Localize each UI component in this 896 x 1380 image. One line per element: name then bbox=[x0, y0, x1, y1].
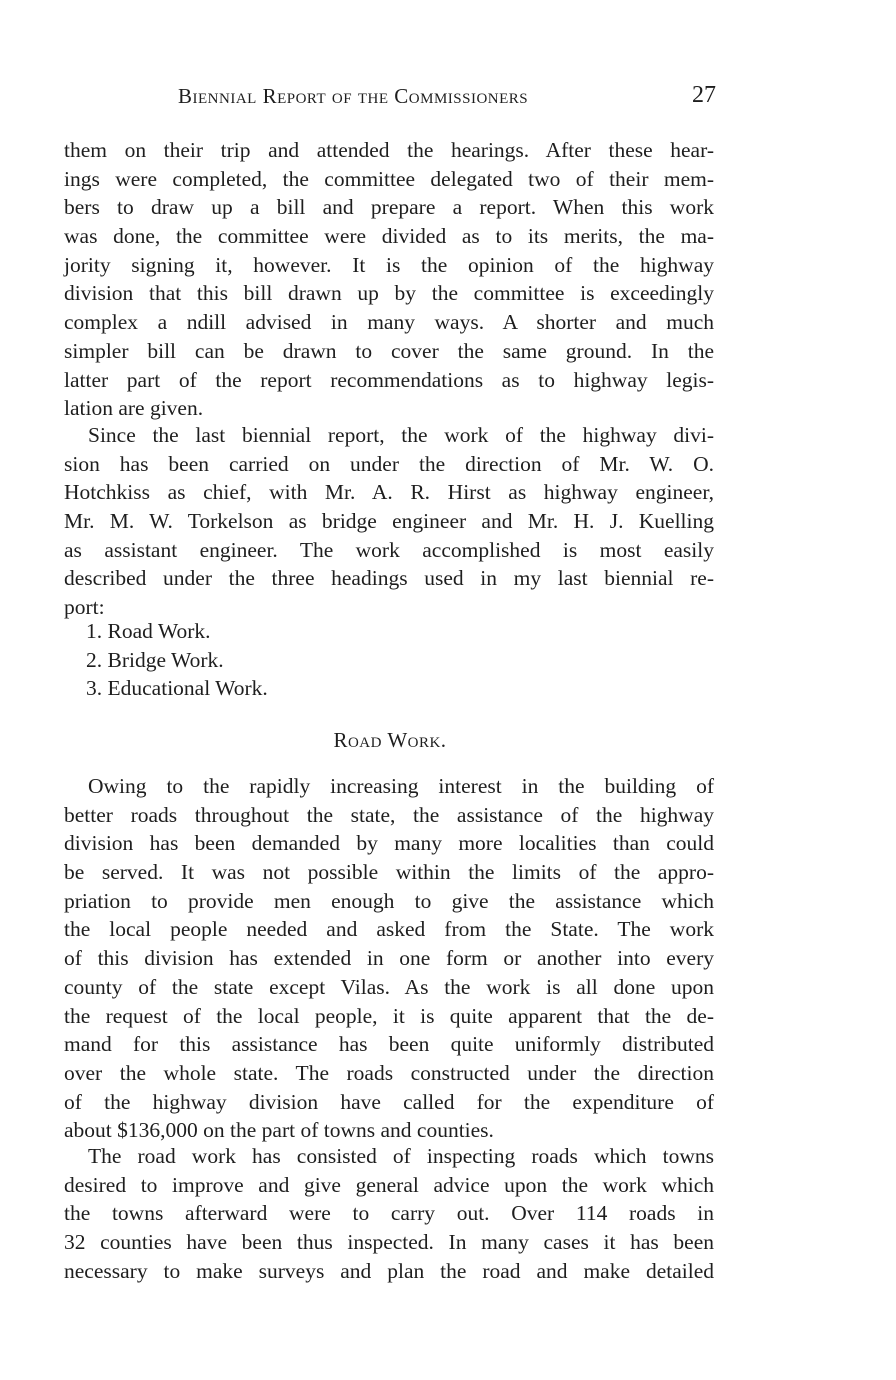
list-item: 3. Educational Work. bbox=[86, 676, 268, 701]
text-line: the towns afterward were to carry out. Over 114 roads in bbox=[64, 1201, 714, 1226]
text-line: was done, the committee were divided as to its merits, the ma- bbox=[64, 224, 714, 249]
text-line: lation are given. bbox=[64, 396, 204, 421]
text-line: necessary to make surveys and plan the road and make detailed bbox=[64, 1258, 714, 1283]
list-item: 2. Bridge Work. bbox=[86, 647, 224, 672]
text-line: county of the state except Vilas. As the work is all done upon bbox=[64, 974, 714, 999]
text-line: Owing to the rapidly increasing interest in the building of bbox=[88, 774, 714, 798]
text-line: latter part of the report recommendations as to highway legis- bbox=[64, 367, 714, 392]
list-item: 1. Road Work. bbox=[86, 619, 211, 643]
paragraph-road-work bbox=[64, 772, 714, 1145]
text-line: the local people needed and asked from the State. The work bbox=[64, 917, 714, 942]
text-line: The road work has consisted of inspecting roads which towns bbox=[88, 1144, 714, 1168]
paragraph-continued bbox=[64, 136, 714, 423]
text-line: port: bbox=[64, 595, 105, 620]
text-line: complex a ndill advised in many ways. A shorter and much bbox=[64, 310, 714, 335]
text-line: Hotchkiss as chief, with Mr. A. R. Hirst as highway engineer, bbox=[64, 480, 714, 505]
paragraph-staff bbox=[64, 421, 714, 622]
text-line: the request of the local people, it is quite apparent that the de- bbox=[64, 1003, 714, 1028]
text-line: division that this bill drawn up by the committee is exceedingly bbox=[64, 281, 714, 306]
text-line: mand for this assistance has been quite uniformly distributed bbox=[64, 1032, 714, 1057]
headings-list bbox=[64, 617, 714, 703]
text-line: Mr. M. W. Torkelson as bridge engineer and Mr. H. J. Kuelling bbox=[64, 509, 714, 534]
page-number: 27 bbox=[692, 82, 716, 108]
text-line: about $136,000 on the part of towns and counties. bbox=[64, 1118, 494, 1143]
section-heading: Road Work. bbox=[333, 728, 447, 752]
text-line: division has been demanded by many more localities than could bbox=[64, 831, 714, 856]
text-line: bers to draw up a bill and prepare a report. When this work bbox=[64, 195, 714, 220]
text-line: of the highway division have called for the expenditure of bbox=[64, 1089, 714, 1114]
text-line: Since the last biennial report, the work of the highway divi- bbox=[88, 423, 714, 447]
running-header bbox=[60, 82, 720, 112]
text-line: over the whole state. The roads constructed under the direction bbox=[64, 1060, 714, 1085]
text-line: simpler bill can be drawn to cover the same ground. In the bbox=[64, 338, 714, 363]
text-line: of this division has extended in one form or another into every bbox=[64, 946, 714, 971]
text-line: jority signing it, however. It is the opinion of the highway bbox=[64, 252, 714, 277]
text-line: desired to improve and give general advice upon the work which bbox=[64, 1172, 714, 1197]
paragraph-inspection bbox=[64, 1142, 714, 1285]
text-line: as assistant engineer. The work accomplished is most easily bbox=[64, 537, 714, 562]
text-line: sion has been carried on under the direction of Mr. W. O. bbox=[64, 451, 714, 476]
text-line: ings were completed, the committee delegated two of their mem- bbox=[64, 166, 714, 191]
text-line: better roads throughout the state, the assistance of the highway bbox=[64, 802, 714, 827]
text-line: them on their trip and attended the hearings. After these hear- bbox=[64, 138, 714, 162]
text-line: 32 counties have been thus inspected. In many cases it has been bbox=[64, 1230, 714, 1255]
running-title: Biennial Report of the Commissioners bbox=[178, 84, 529, 108]
text-line: be served. It was not possible within the limits of the appro- bbox=[64, 860, 714, 885]
text-line: described under the three headings used in my last biennial re- bbox=[64, 566, 714, 591]
text-line: priation to provide men enough to give the assistance which bbox=[64, 888, 714, 913]
